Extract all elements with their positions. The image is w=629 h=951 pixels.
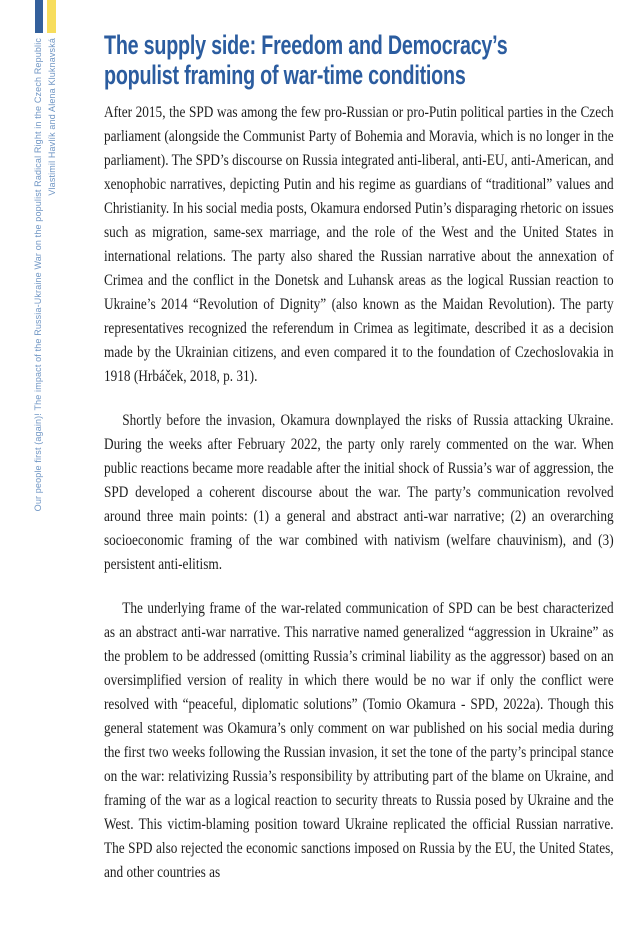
- article-title-line1: The supply side: Freedom and Democracy’s: [104, 30, 508, 60]
- ukraine-flag-yellow-bar: [47, 0, 56, 33]
- article-body: [104, 101, 614, 885]
- paragraph-2: Shortly before the invasion, Okamura downplayed the risks of Russia attacking Ukraine. During the weeks after February 2022, the party only rarely commented on the war. When public reactions became more readable after the initial shock of Russia’s war of aggression, the SPD developed a coherent discourse about the war. The party’s communication revolved around three main points: (1) a general and abstract anti-war narrative; (2) an overarching socioeconomic framing of the war combined with nativism (welfare chauvinism), and (3) persistent anti-elitism.: [104, 412, 614, 573]
- paragraph-3: The underlying frame of the war-related communication of SPD can be best characterized as an abstract anti-war narrative. This narrative named generalized “aggression in Ukraine” as the problem to be addressed (omitting Russia’s criminal liability as the aggressor) based on an oversimplified version of reality in which there would be no war if only the conflict were resolved with “peaceful, diplomatic solutions” (Tomio Okamura - SPD, 2022a). Though this general statement was Okamura’s only comment on war published on his social media during the first two weeks following the Russian invasion, it set the tone of the party’s principal stance on the war: relativizing Russia’s responsibility by attributing part of the blame on Ukraine, and framing of the war as a logical reaction to security threats to Russia posed by Ukraine and the West. This victim-blaming position toward Ukraine replicated the official Russian narrative. The SPD also rejected the economic sanctions imposed on Russia by the EU, the United States, and other countries as: [104, 600, 614, 881]
- article-title-line2: populist framing of war-time conditions: [104, 60, 466, 90]
- running-authors-vertical: Vlastimil Havlík and Alena Kluknavská: [47, 38, 57, 196]
- paragraph-1: After 2015, the SPD was among the few pro-Russian or pro-Putin political parties in the Czech parliament (alongside the Communist Party of Bohemia and Moravia, which is no longer in the parliament). The SPD’s discourse on Russia integrated anti-liberal, anti-EU, anti-American, and xenophobic narratives, depicting Putin and his regime as guardians of “traditional” values and Christianity. In his social media posts, Okamura endorsed Putin’s disparaging rhetoric on issues such as migration, same-sex marriage, and the role of the West and the United States in international relations. The party also shared the Russian narrative about the annexation of Crimea and the conflict in the Donetsk and Luhansk areas as the logical Russian reaction to Ukraine’s 2014 “Revolution of Dignity” (also known as the Maidan Revolution). The party representatives recognized the referendum in Crimea as legitimate, described it as a decision made by the Ukrainian citizens, and even compared it to the foundation of Czechoslovakia in 1918 (Hrbáček, 2018, p. 31).: [104, 104, 614, 385]
- running-title-vertical: Our people first (again)! The impact of the Russia-Ukraine War on the populist Radical Right in the Czech Republic: [33, 38, 43, 512]
- article-title: [104, 30, 507, 90]
- ukraine-flag-blue-bar: [35, 0, 43, 33]
